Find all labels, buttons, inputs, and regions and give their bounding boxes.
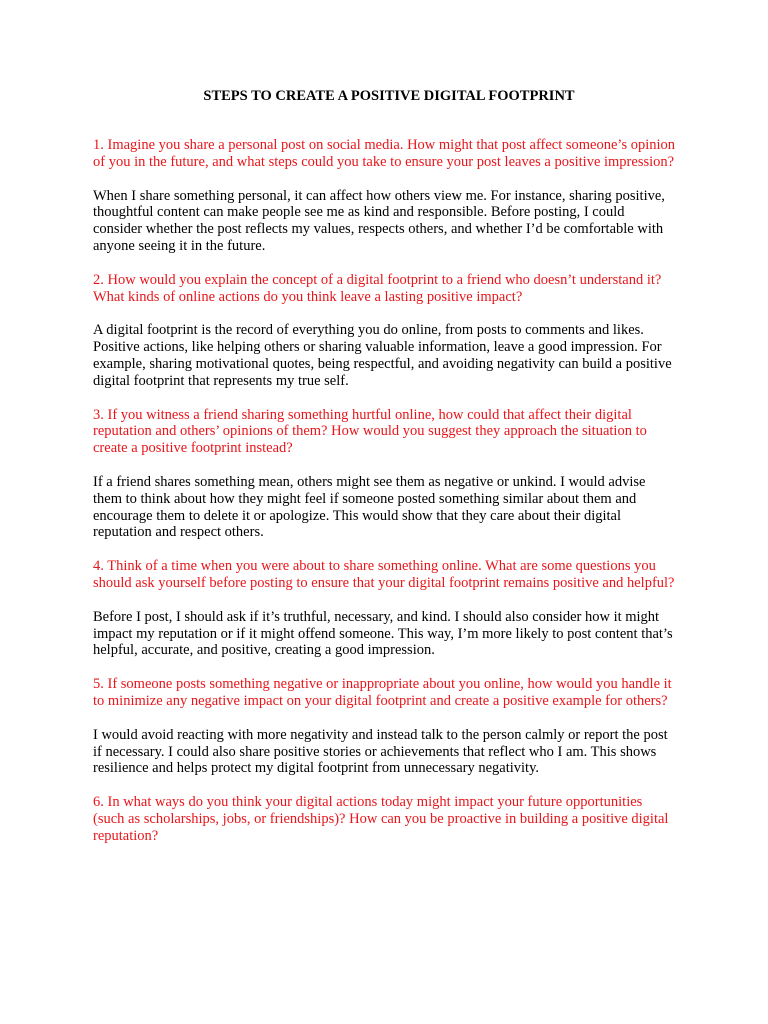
question-6: 6. In what ways do you think your digital actions today might impact your future opportunities (such as scholarships, jobs, or friendships)? How can you be proactive in building a positive digital reputation? <box>93 794 669 844</box>
question-3: 3. If you witness a friend sharing something hurtful online, how could that affect their digital reputation and others’ opinions of them? How would you suggest they approach the situation to create a positive footprint instead? <box>93 406 647 457</box>
document-title: STEPS TO CREATE A POSITIVE DIGITAL FOOTPRINT <box>203 88 575 104</box>
question-4: 4. Think of a time when you were about to share something online. What are some questions you should ask yourself before posting to ensure that your digital footprint remains positive and helpful? <box>93 558 675 591</box>
answer-2: A digital footprint is the record of everything you do online, from posts to comments and likes. Positive actions, like helping others or sharing valuable information, leave a good impression. For example, sharing motivational quotes, being respectful, and avoiding negativity can build a positive digital footprint that represents my true self. <box>93 322 672 389</box>
answer-4: Before I post, I should ask if it’s truthful, necessary, and kind. I should also consider how it might impact my reputation or if it might offend someone. This way, I’m more likely to post content that’s helpful, accurate, and positive, creating a good impression. <box>93 608 673 659</box>
answer-3: If a friend shares something mean, others might see them as negative or unkind. I would advise them to think about how they might feel if someone posted something similar about them and encourage them to delete it or apologize. This would show that they care about their digital reputation and respect others. <box>93 473 646 541</box>
answer-1: When I share something personal, it can affect how others view me. For instance, sharing positive, thoughtful content can make people see me as kind and responsible. Before posting, I could consider whether the post reflects my values, respects others, and whether I’d be comfortable with anyone seeing it in the future. <box>93 187 665 254</box>
answer-5: I would avoid reacting with more negativity and instead talk to the person calmly or report the post if necessary. I could also share positive stories or achievements that reflect who I am. This shows resilience and helps protect my digital footprint from unnecessary negativity. <box>93 726 668 777</box>
question-2: 2. How would you explain the concept of a digital footprint to a friend who doesn’t understand it? What kinds of online actions do you think leave a lasting positive impact? <box>93 271 662 305</box>
document-page <box>93 88 677 862</box>
question-5: 5. If someone posts something negative or inappropriate about you online, how would you handle it to minimize any negative impact on your digital footprint and create a positive example for others? <box>93 676 672 709</box>
question-1: 1. Imagine you share a personal post on social media. How might that post affect someone’s opinion of you in the future, and what steps could you take to ensure your post leaves a positive impression? <box>93 137 676 170</box>
